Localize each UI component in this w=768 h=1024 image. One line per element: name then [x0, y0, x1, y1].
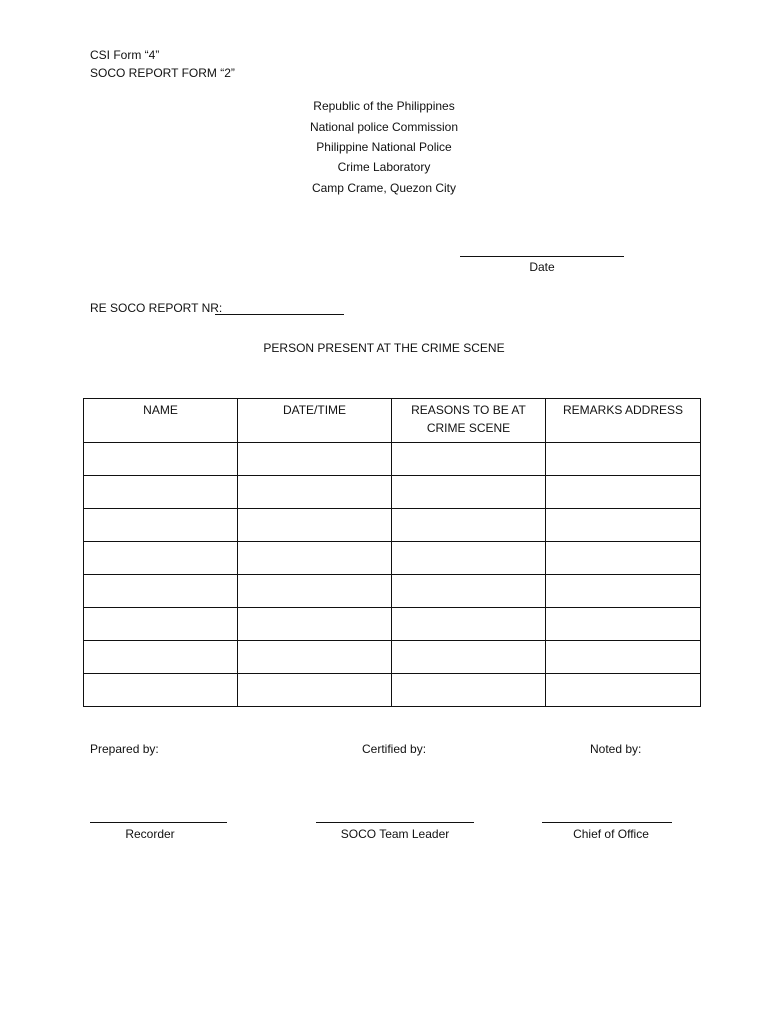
report-number-label: RE SOCO REPORT NR:	[90, 301, 223, 315]
datetime-cell[interactable]	[238, 575, 392, 608]
column-header-reasons-text: REASONS TO BE AT CRIME SCENE	[411, 403, 526, 435]
table-row	[84, 476, 701, 509]
reasons-cell[interactable]	[392, 674, 546, 707]
name-cell[interactable]	[84, 608, 238, 641]
date-input-line[interactable]	[460, 240, 624, 257]
reasons-cell[interactable]	[392, 608, 546, 641]
datetime-cell[interactable]	[238, 443, 392, 476]
recorder-role-label: Recorder	[125, 827, 175, 841]
remarks-cell[interactable]	[546, 476, 701, 509]
column-header-datetime: DATE/TIME	[238, 399, 392, 443]
table-row	[84, 641, 701, 674]
table-row	[84, 443, 701, 476]
team-leader-role-label: SOCO Team Leader	[340, 827, 450, 841]
table-row	[84, 608, 701, 641]
name-cell[interactable]	[84, 509, 238, 542]
datetime-cell[interactable]	[238, 542, 392, 575]
table-header-row	[84, 399, 701, 443]
table-row	[84, 674, 701, 707]
remarks-cell[interactable]	[546, 674, 701, 707]
column-header-name: NAME	[84, 399, 238, 443]
reasons-cell[interactable]	[392, 641, 546, 674]
remarks-cell[interactable]	[546, 509, 701, 542]
report-number-input-line[interactable]	[215, 298, 344, 315]
remarks-cell[interactable]	[546, 542, 701, 575]
certified-by-label: Certified by:	[362, 742, 427, 756]
column-header-reasons	[392, 399, 546, 443]
reasons-cell[interactable]	[392, 575, 546, 608]
datetime-cell[interactable]	[238, 674, 392, 707]
reasons-cell[interactable]	[392, 476, 546, 509]
datetime-cell[interactable]	[238, 509, 392, 542]
chief-role-label: Chief of Office	[573, 827, 649, 841]
remarks-cell[interactable]	[546, 641, 701, 674]
datetime-cell[interactable]	[238, 476, 392, 509]
reasons-cell[interactable]	[392, 443, 546, 476]
table-row	[84, 542, 701, 575]
noted-by-label: Noted by:	[590, 742, 642, 756]
datetime-cell[interactable]	[238, 608, 392, 641]
column-header-remarks-address: REMARKS ADDRESS	[546, 399, 701, 443]
name-cell[interactable]	[84, 443, 238, 476]
persons-present-table	[83, 398, 701, 707]
reasons-cell[interactable]	[392, 542, 546, 575]
name-cell[interactable]	[84, 641, 238, 674]
chief-signature-line[interactable]	[542, 808, 672, 823]
recorder-signature-line[interactable]	[90, 808, 227, 823]
name-cell[interactable]	[84, 476, 238, 509]
prepared-by-label: Prepared by:	[90, 742, 159, 756]
csi-form-number: CSI Form “4”	[90, 48, 160, 62]
table-row	[84, 509, 701, 542]
name-cell[interactable]	[84, 575, 238, 608]
table-row	[84, 575, 701, 608]
header-napolcom: National police Commission	[309, 120, 459, 134]
name-cell[interactable]	[84, 674, 238, 707]
header-crime-lab: Crime Laboratory	[337, 160, 431, 174]
agency-header	[234, 97, 534, 197]
name-cell[interactable]	[84, 542, 238, 575]
remarks-cell[interactable]	[546, 608, 701, 641]
header-location: Camp Crame, Quezon City	[311, 181, 457, 195]
reasons-cell[interactable]	[392, 509, 546, 542]
header-pnp: Philippine National Police	[316, 140, 452, 154]
soco-report-form-number: SOCO REPORT FORM “2”	[90, 66, 235, 80]
remarks-cell[interactable]	[546, 575, 701, 608]
datetime-cell[interactable]	[238, 641, 392, 674]
team-leader-signature-line[interactable]	[316, 808, 474, 823]
header-republic: Republic of the Philippines	[313, 99, 455, 113]
date-label: Date	[529, 260, 555, 274]
remarks-cell[interactable]	[546, 443, 701, 476]
section-title: PERSON PRESENT AT THE CRIME SCENE	[263, 341, 505, 355]
